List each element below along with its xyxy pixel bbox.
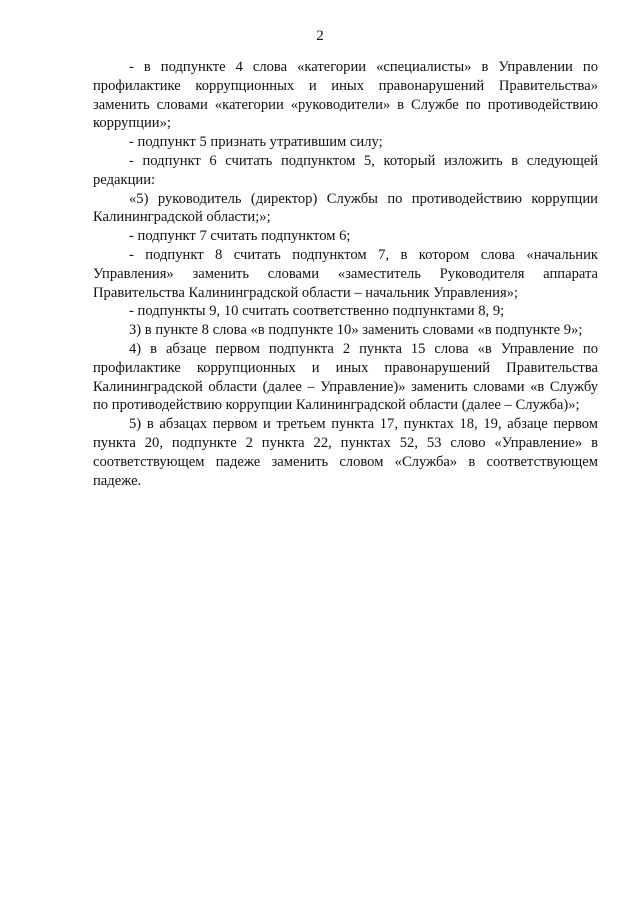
paragraph-item-4: 4) в абзаце первом подпункта 2 пункта 15 слова «в Управление по профилактике коррупционных и иных правонарушений Правительства Калининградской области (далее – Управление)» заменить словами «в Службу по противодействию коррупции Калининградской области (далее – Служба)»; [93,340,598,414]
paragraph-subpoint-7: - подпункт 7 считать подпунктом 6; [129,228,351,245]
document-body [93,58,598,490]
page-number: 2 [316,28,324,44]
paragraph-new-wording: «5) руководитель (директор) Службы по противодействию коррупции Калининградской области;»; [93,190,598,226]
paragraph-item-3: 3) в пункте 8 слова «в подпункте 10» заменить словами «в подпункте 9»; [129,322,583,339]
paragraph-item-5: 5) в абзацах первом и третьем пункта 17, пунктах 18, 19, абзаце первом пункта 20, подпункте 2 пункта 22, пунктах 52, 53 слово «Управление» в соответствующем падеже заменить словом «Служба» в соответствующем падеже. [93,416,598,489]
paragraph-subpoint-6: - подпункт 6 считать подпунктом 5, который изложить в следующей редакции: [93,152,598,188]
paragraph-subpoint-4: - в подпункте 4 слова «категории «специалисты» в Управлении по профилактике коррупционных и иных правонарушений Правительства» заменить словами «категории «руководители» в Службе по противодействию коррупции»; [93,59,598,132]
paragraph-subpoint-5: - подпункт 5 признать утратившим силу; [129,134,383,151]
paragraph-subpoints-9-10: - подпункты 9, 10 считать соответственно подпунктами 8, 9; [129,303,505,320]
paragraph-subpoint-8: - подпункт 8 считать подпунктом 7, в котором слова «начальник Управления» заменить словами «заместитель Руководителя аппарата Правительства Калининградской области – начальник Управления»; [93,246,598,301]
